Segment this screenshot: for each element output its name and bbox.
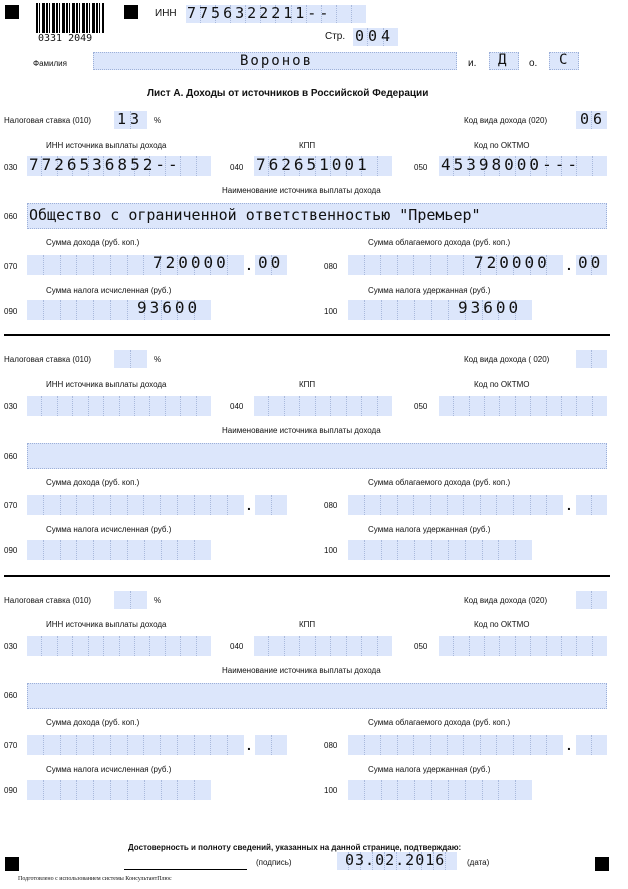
tax-rate-label: Налоговая ставка (010) [4,116,92,125]
oktmo-label: Код по ОКТМО [474,380,530,389]
income-sum-label: Сумма дохода (руб. коп.) [46,238,140,247]
income-code-label: Код вида дохода (020) [464,116,548,125]
income-sum-kop-field[interactable] [255,495,287,515]
taxable-sum-dot: . [567,497,571,513]
tax-withheld-label: Сумма налога удержанная (руб.) [368,525,491,534]
source-name-label: Наименование источника выплаты дохода [222,666,381,675]
kpp-label: КПП [299,620,316,629]
income-sum-kop-value: 00 [258,253,284,272]
tax-withheld-label: Сумма налога удержанная (руб.) [368,286,491,295]
tax-calc-label: Сумма налога исчисленная (руб.) [46,765,172,774]
kpp-label: КПП [299,380,316,389]
code-070: 070 [4,262,18,271]
signature-label: (подпись) [256,858,292,867]
tax-calc-field[interactable] [27,540,211,560]
inn-source-label: ИНН источника выплаты дохода [46,620,167,629]
taxable-sum-label: Сумма облагаемого дохода (руб. коп.) [368,238,511,247]
tax-rate-value: 13 [117,110,144,128]
barcode [36,3,104,33]
prepared-note: Подготовлено с использованием системы КонсультантПлюс [18,876,172,882]
source-name-label: Наименование источника выплаты дохода [222,426,381,435]
signature-line[interactable] [124,869,247,870]
sheet-title: Лист А. Доходы от источников в Российской Федерации [147,88,429,99]
tax-calc-value: 93600 [137,298,201,317]
source-name-field[interactable] [27,683,607,709]
code-040: 040 [230,642,244,651]
corner-marker-bottom-right [595,857,609,871]
page-label: Стр. [325,31,346,42]
confirm-text: Достоверность и полноту сведений, указанных на данной странице, подтверждаю: [128,843,462,852]
oktmo-field[interactable] [439,396,607,416]
tax-withheld-field[interactable] [348,780,532,800]
inn-value: 7756322211-- [187,4,332,22]
tax-withheld-value: 93600 [458,298,522,317]
inn-source-field[interactable] [27,396,211,416]
income-sum-label: Сумма дохода (руб. коп.) [46,718,140,727]
initial-i-value: Д [498,52,507,68]
oktmo-label: Код по ОКТМО [474,141,530,150]
date-label: (дата) [467,858,490,867]
code-040: 040 [230,402,244,411]
income-sum-dot: . [247,737,251,753]
block-divider-2 [4,575,610,577]
kpp-field[interactable] [254,396,392,416]
income-code-label: Код вида дохода ( 020) [464,355,550,364]
income-sum-dot: . [247,497,251,513]
code-090: 090 [4,786,18,795]
oktmo-field[interactable] [439,636,607,656]
corner-marker-top-left [5,5,19,19]
code-050: 050 [414,402,428,411]
surname-label: Фамилия [33,59,67,68]
barcode-number: 0331 2049 [38,33,93,44]
kpp-label: КПП [299,141,316,150]
code-030: 030 [4,642,18,651]
taxable-sum-kop-field[interactable] [576,495,607,515]
tax-withheld-field[interactable] [348,540,532,560]
taxable-sum-rub-field[interactable] [348,735,563,755]
code-080: 080 [324,741,338,750]
income-sum-rub-field[interactable] [27,495,244,515]
percent-label: % [154,355,162,364]
code-040: 040 [230,163,244,172]
block-divider-1 [4,334,610,336]
taxable-sum-kop-field[interactable] [576,735,607,755]
inn-source-value: 7726536852-- [29,155,181,174]
code-090: 090 [4,546,18,555]
income-sum-dot: . [247,257,251,273]
taxable-sum-label: Сумма облагаемого дохода (руб. коп.) [368,718,511,727]
code-070: 070 [4,741,18,750]
income-code-field[interactable] [576,350,607,368]
inn-source-label: ИНН источника выплаты дохода [46,141,167,150]
source-name-label: Наименование источника выплаты дохода [222,186,381,195]
code-030: 030 [4,402,18,411]
income-code-label: Код вида дохода (020) [464,596,548,605]
code-060: 060 [4,212,18,221]
kpp-field[interactable] [254,636,392,656]
income-sum-label: Сумма дохода (руб. коп.) [46,478,140,487]
source-name-value: Общество с ограниченной ответственностью "Премьер" [29,206,481,224]
inn-source-label: ИНН источника выплаты дохода [46,380,167,389]
tax-withheld-label: Сумма налога удержанная (руб.) [368,765,491,774]
code-050: 050 [414,642,428,651]
code-100: 100 [324,786,338,795]
code-090: 090 [4,307,18,316]
surname-value: Воронов [240,53,314,69]
code-100: 100 [324,546,338,555]
tax-calc-label: Сумма налога исчисленная (руб.) [46,286,172,295]
tax-rate-label: Налоговая ставка (010) [4,355,92,364]
code-080: 080 [324,262,338,271]
code-030: 030 [4,163,18,172]
code-100: 100 [324,307,338,316]
code-070: 070 [4,501,18,510]
code-060: 060 [4,691,18,700]
page-value: 004 [355,27,395,45]
income-sum-rub-field[interactable] [27,735,244,755]
taxable-sum-dot: . [567,257,571,273]
kpp-value: 762651001 [256,155,370,174]
oktmo-label: Код по ОКТМО [474,620,530,629]
taxable-sum-dot: . [567,737,571,753]
taxable-sum-label: Сумма облагаемого дохода (руб. коп.) [368,478,511,487]
initial-o-value: С [559,52,568,68]
oktmo-value: 45398000--- [441,155,580,174]
income-code-field[interactable] [576,591,607,609]
income-sum-rub-value: 720000 [153,253,229,272]
tax-rate-label: Налоговая ставка (010) [4,596,92,605]
taxable-sum-rub-value: 720000 [474,253,550,272]
corner-marker-top-right [124,5,138,19]
date-value: 03.02.2016 [345,851,446,869]
corner-marker-bottom-left [5,857,19,871]
inn-label: ИНН [155,8,177,19]
initial-o-label: о. [529,58,538,69]
inn-source-field[interactable] [27,636,211,656]
code-050: 050 [414,163,428,172]
tax-rate-field[interactable] [114,591,147,609]
taxable-sum-rub-field[interactable] [348,495,563,515]
tax-rate-field[interactable] [114,350,147,368]
income-code-value: 06 [580,110,607,128]
percent-label: % [154,116,162,125]
source-name-field[interactable] [27,443,607,469]
code-060: 060 [4,452,18,461]
percent-label: % [154,596,162,605]
income-sum-kop-field[interactable] [255,735,287,755]
taxable-sum-kop-value: 00 [578,253,604,272]
tax-calc-label: Сумма налога исчисленная (руб.) [46,525,172,534]
tax-calc-field[interactable] [27,780,211,800]
code-080: 080 [324,501,338,510]
initial-i-label: и. [468,58,477,69]
